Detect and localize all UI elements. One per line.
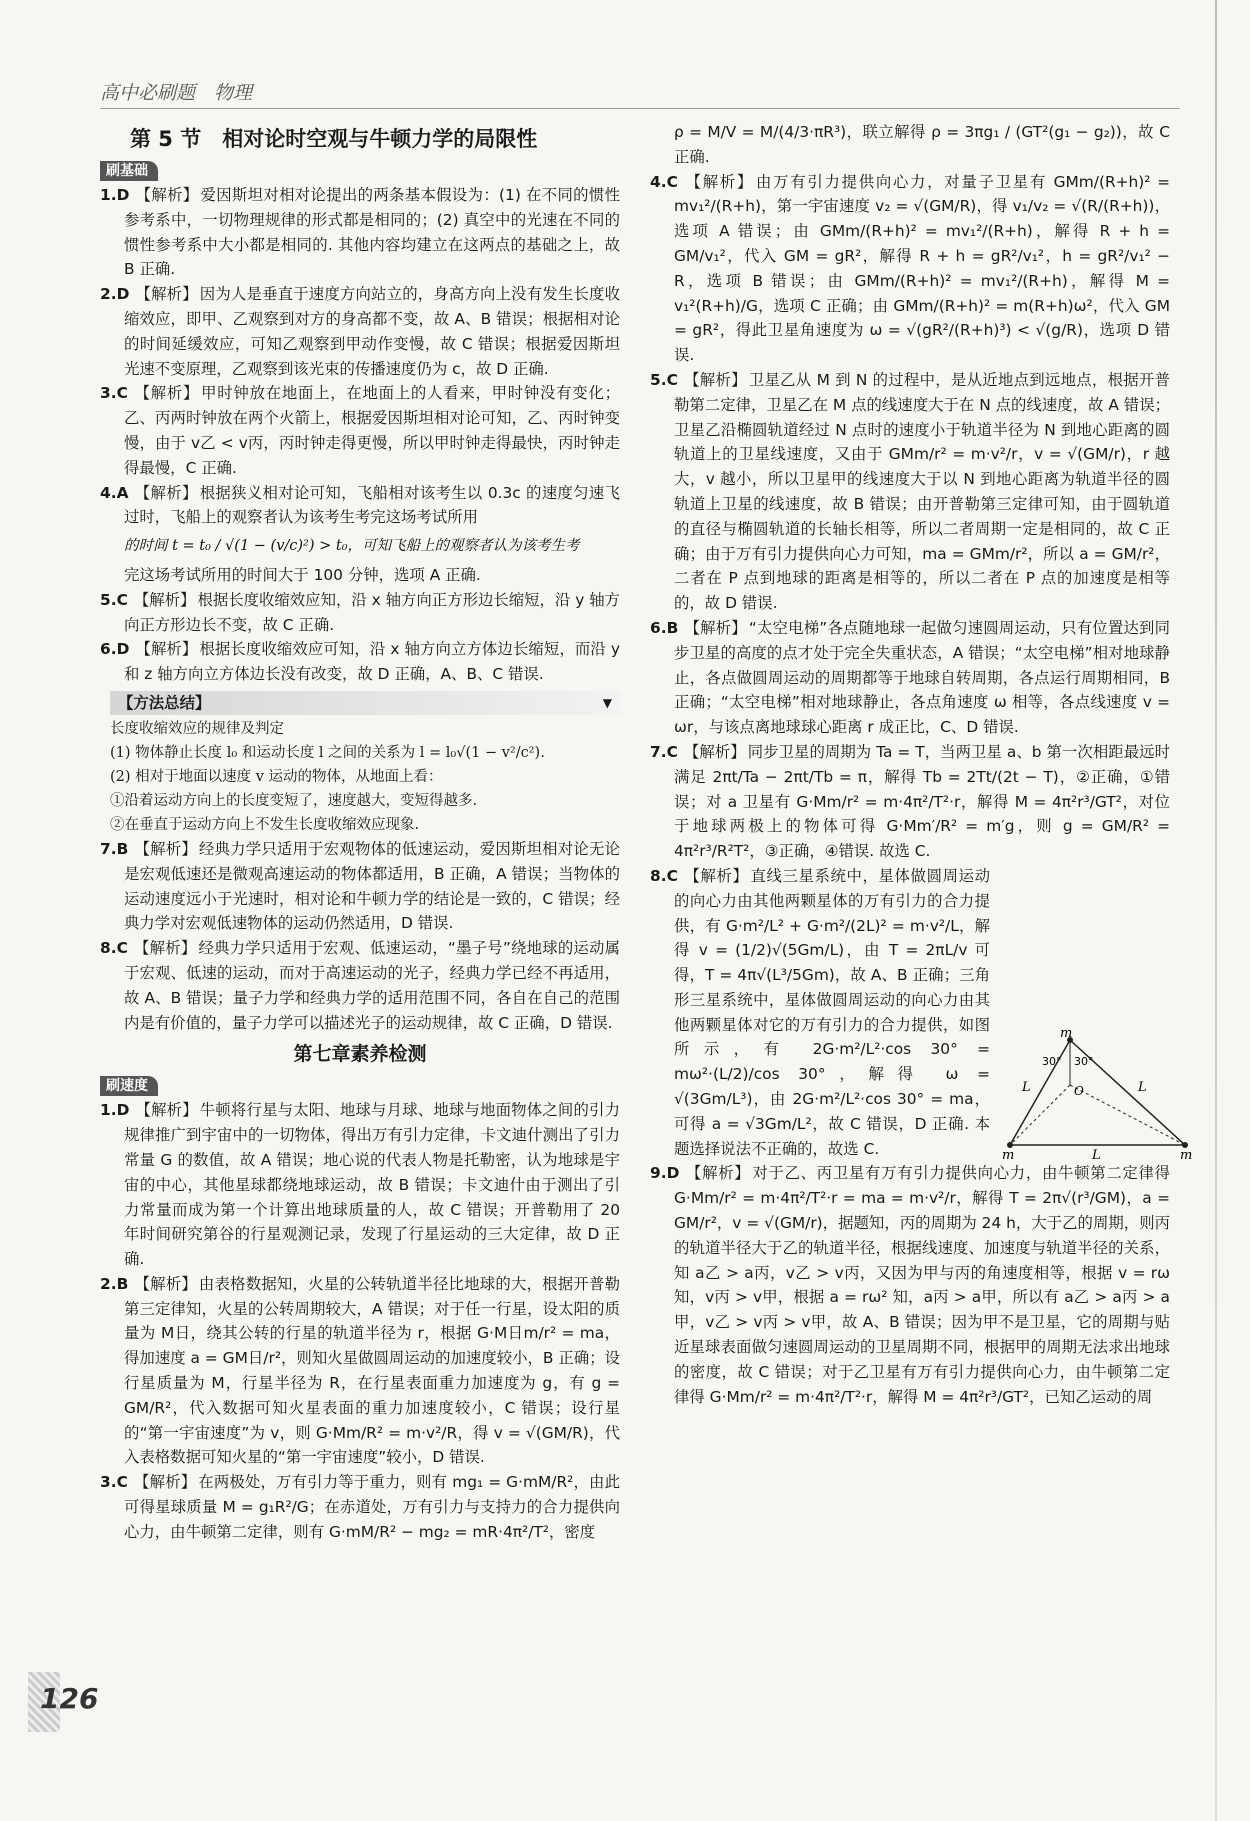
answer-item: 4.C 【解析】 由万有引力提供向心力，对量子卫星有 GMm/(R+h)² = mv₁²/(R+h)，第一宇宙速度 v₂ = √(GM/R)，得 v₁/v₂ = √(R/(R+h))，选项 A 错误；由 GMm/(R+h)² = mv₁²/(R+h)，解得 R + h = GM/v₁²，代入 GM = gR²，解得 R + h = gR²/v₁²，h = gR²/v₁² − R，选项 B 错误；由 GMm/(R+h)² = mv₁²/(R+h)，解得 M = v₁²(R+h)/G，选项 C 正确；由 GMm/(R+h)² = m(R+h)ω²，代入 GM = gR²，得此卫星角速度为 ω = √(gR²/(R+h)³) < √(g/R)，选项 D 错误.: [650, 172, 1170, 365]
label-angle2: 30°: [1074, 1055, 1094, 1068]
right-column: [650, 120, 1170, 1409]
answer-item: 3.C 【解析】 甲时钟放在地面上，在地面上的人看来，甲时钟没有变化；乙、丙两时钟放在两个火箭上，根据爱因斯坦相对论可知，乙、丙时钟变慢，由于 v乙 < v丙，丙时钟走得更慢，所以甲时钟走得最快，丙时钟走得最慢，C 正确.: [100, 384, 620, 477]
method-line: (2) 相对于地面以速度 v 运动的物体，从地面上看：: [110, 768, 443, 785]
label-angle1: 30°: [1042, 1055, 1062, 1068]
answer-continued: ρ = M/V = M/(4/3·πR³)，联立解得 ρ = 3πg₁ / (GT²(g₁ − g₂))，故 C 正确.: [674, 123, 1170, 166]
tag-basic: 刷基础: [100, 161, 158, 181]
answer-item: 8.C 【解析】 直线三星系统中，星体做圆周运动的向心力由其他两颗星体的万有引力的合力提供，有 G·m²/L² + G·m²/(2L)² = m·v²/L，解得 v = (1/2)√(5Gm/L)，由 T = 2πL/v 可得，T = 4π√(L³/5Gm)，故 A、B 正确；三角形三星系统中，星体做圆周运动的向心力由其他两颗星体对它的万有引力的合力提供，如图所示，有 2G·m²/L²·cos 30° = mω²·(L/2)/cos 30°，解得 ω = √(3Gm/L³)，由 2G·m²/L²·cos 30° = ma，可得 a = √3Gm/L²，故 C 错误，D 正确. 本题选择说法不正确的，故选 C.: [650, 866, 990, 1158]
method-line: ②在垂直于运动方向上不发生长度收缩效应现象.: [110, 816, 420, 833]
triangle-shape: [1010, 1040, 1185, 1145]
answer-item: 1.D 【解析】 爱因斯坦对相对论提出的两条基本假设为：(1) 在不同的惯性参考系中，一切物理规律的形式都是相同的；(2) 真空中的光速在不同的惯性参考系中大小都是相同的. 其他内容均建立在这两点的基础之上，故 B 正确.: [100, 186, 620, 279]
answer-item: 7.B 【解析】 经典力学只适用于宏观物体的低速运动，爱因斯坦相对论无论是宏观低速还是微观高速运动的物体都适用，B 正确，A 错误；当物体的运动速度远小于光速时，相对论和牛顿力学的结论是一致的，C 错误；经典力学对宏观低速物体的运动仍然适用，D 错误.: [100, 839, 620, 933]
left-column: [100, 120, 620, 1545]
formula: 的时间 t = t₀ / √(1 − (v/c)²) > t₀，可知飞船上的观察者认为该考生考: [124, 538, 580, 555]
three-star-diagram: [1000, 1025, 1200, 1160]
answer-continued: 完这场考试所用的时间大于 100 分钟，选项 A 正确.: [124, 565, 481, 584]
page-number: 126: [40, 1682, 99, 1715]
method-line: 长度收缩效应的规律及判定: [110, 720, 284, 737]
label-top: m: [1060, 1026, 1073, 1041]
method-line: ①沿着运动方向上的长度变短了，速度越大，变短得越多.: [110, 792, 478, 809]
answer-item: 9.D 【解析】 对于乙、丙卫星有万有引力提供向心力，由牛顿第二定律得 G·Mm/r² = m·4π²/T²·r = ma = m·v²/r，解得 T = 2π√(r³/GM)，a = GM/r²，v = √(GM/r)，据题知，丙的周期为 24 h，大于乙的周期，则丙的轨道半径大于乙的轨道半径，根据线速度、加速度与轨道半径的关系，知 a乙 > a丙，v乙 > v丙，又因为甲与丙的角速度相等，根据 v = rω 知，v丙 > v甲，根据 a = rω² 知，a丙 > a甲，所以有 a乙 > a丙 > a甲，v乙 > v丙 > v甲，故 A、B 错误；因为甲不是卫星，它的周期与贴近星球表面做匀速圆周运动的卫星周期不同，根据甲的周期无法求出地球的密度，故 C 错误；对于乙卫星有万有引力提供向心力，由牛顿第二定律得 G·Mm/r² = m·4π²/T²·r，解得 M = 4π²r³/GT²，已知乙运动的周: [650, 1164, 1170, 1406]
method-line: (1) 物体静止长度 l₀ 和运动长度 l 之间的关系为 l = l₀√(1 − v²/c²).: [110, 744, 545, 761]
label-center: O: [1074, 1084, 1084, 1098]
answer-item: 6.B 【解析】 “太空电梯”各点随地球一起做匀速圆周运动，只有位置达到同步卫星的高度的点才处于完全失重状态，A 错误；“太空电梯”相对地球静止，各点做圆周运动的周期都等于地球自转周期，各点运行周期相同，B 正确；“太空电梯”相对地球静止，各点角速度 ω 相等，各点线速度 v = ωr，与该点离地球球心距离 r 成正比，C、D 错误.: [650, 618, 1170, 737]
page-header: 高中必刷题 物理: [100, 82, 253, 104]
label-side-right: L: [1138, 1080, 1147, 1095]
label-side-left: L: [1022, 1080, 1031, 1095]
dashed-line: [1070, 1085, 1185, 1145]
answer-item: 2.D 【解析】 因为人是垂直于速度方向站立的，身高方向上没有发生长度收缩效应，即甲、乙观察到对方的身高都不变，故 A、B 错误；根据相对论的时间延缓效应，可知乙观察到甲动作变慢，故 C 错误；根据爱因斯坦光速不变原理，乙观察到该光束的传播速度仍为 c，故 D 正确.: [100, 285, 620, 378]
triangle-down-icon: ▼: [602, 695, 612, 710]
section-title: 第 5 节 相对论时空观与牛顿力学的局限性: [130, 127, 538, 151]
tag-speed: 刷速度: [100, 1076, 158, 1096]
answer-item: 2.B 【解析】 由表格数据知，火星的公转轨道半径比地球的大，根据开普勒第三定律知，火星的公转周期较大，A 错误；对于任一行星，设太阳的质量为 M日，绕其公转的行星的轨道半径为 r，根据 G·M日m/r² = ma，得加速度 a = GM日/r²，则知火星做圆周运动的加速度较小，B 正确；设行星质量为 M，行星半径为 R，在行星表面重力加速度为 g，有 g = GM/R²，代入数据可知火星表面的重力加速度较小，C 错误；设行星的“第一宇宙速度”为 v，则 G·Mm/R² = m·v²/R，得 v = √(GM/R)，代入表格数据可知火星的“第一宇宙速度”较小，D 错误.: [100, 1274, 620, 1467]
answer-item: 4.A 【解析】 根据狭义相对论可知，飞船相对该考生以 0.3c 的速度匀速飞过时，飞船上的观察者认为该考生考完这场考试所用: [100, 483, 620, 527]
method-summary-title: 【方法总结】 ▼: [110, 691, 620, 715]
chapter-title: 第七章素养检测: [293, 1043, 427, 1066]
answer-item: 5.C 【解析】 卫星乙从 M 到 N 的过程中，是从近地点到远地点，根据开普勒第二定律，卫星乙在 M 点的线速度大于在 N 点的线速度，故 A 错误；卫星乙沿椭圆轨道经过 N 点时的速度小于轨道半径为 N 到地心距离的圆轨道上的卫星线速度，又由于 GMm/r² = m·v²/r，v = √(GM/r)，r 越大，v 越小，所以卫星甲的线速度大于以 N 到地心距离为轨道半径的圆轨道上卫星的线速度，故 B 错误；由开普勒第三定律可知，由于圆轨道的直径与椭圆轨道的长轴长相等，所以二者周期一定是相同的，故 C 正确；由于万有引力提供向心力可知，ma = GMm/r²，所以 a = GM/r²，二者在 P 点到地球的距离是相等的，所以二者在 P 点的加速度是相等的，故 D 错误.: [650, 370, 1170, 613]
label-right: m: [1180, 1148, 1193, 1160]
answer-item: 7.C 【解析】 同步卫星的周期为 Ta = T，当两卫星 a、b 第一次相距最远时满足 2πt/Ta − 2πt/Tb = π，解得 Tb = 2Tt/(2t − T)，②正确，①错误；对 a 卫星有 G·Mm/r² = m·4π²/T²·r，解得 M = 4π²r³/GT²，对位于地球两极上的物体可得 G·Mm′/R² = m′g，则 g = GM/R² = 4π²r³/R²T²，③正确，④错误. 故选 C.: [650, 742, 1170, 861]
answer-item: 6.D 【解析】 根据长度收缩效应可知，沿 x 轴方向立方体边长缩短，而沿 y 和 z 轴方向立方体边长没有改变，故 D 正确，A、B、C 错误.: [100, 640, 620, 684]
header-rule: [100, 108, 1180, 109]
answer-item: 1.D 【解析】 牛顿将行星与太阳、地球与月球、地球与地面物体之间的引力规律推广到宇宙中的一切物体，得出万有引力定律，卡文迪什测出了引力常量 G 的数值，故 A 错误；地心说的代表人物是托勒密，认为地球是宇宙的中心，其他星球都绕地球运动，故 B 错误；卡文迪什由于测出了引力常量而成为第一个计算出地球质量的人，故 C 错误；开普勒用了 20 年时间研究第谷的行星观测记录，发现了行星运动的三大定律，故 D 正确.: [100, 1101, 620, 1269]
label-left: m: [1002, 1148, 1015, 1160]
page-edge: [1215, 0, 1217, 1821]
answer-item: 8.C 【解析】 经典力学只适用于宏观、低速运动，“墨子号”绕地球的运动属于宏观、低速的运动，而对于高速运动的光子，经典力学已经不再适用，故 A、B 错误；量子力学和经典力学的适用范围不同，各自在自己的范围内是有价值的，量子力学可以描述光子的运动规律，故 C 正确，D 错误.: [100, 939, 620, 1032]
answer-item: 3.C 【解析】 在两极处，万有引力等于重力，则有 mg₁ = G·mM/R²，由此可得星球质量 M = g₁R²/G；在赤道处，万有引力与支持力的合力提供向心力，由牛顿第二定律，则有 G·mM/R² − mg₂ = mR·4π²/T²，密度: [100, 1473, 620, 1541]
label-bottom: L: [1092, 1148, 1101, 1160]
answer-item: 5.C 【解析】 根据长度收缩效应知，沿 x 轴方向正方形边长缩短，沿 y 轴方向正方形边长不变，故 C 正确.: [100, 590, 620, 634]
